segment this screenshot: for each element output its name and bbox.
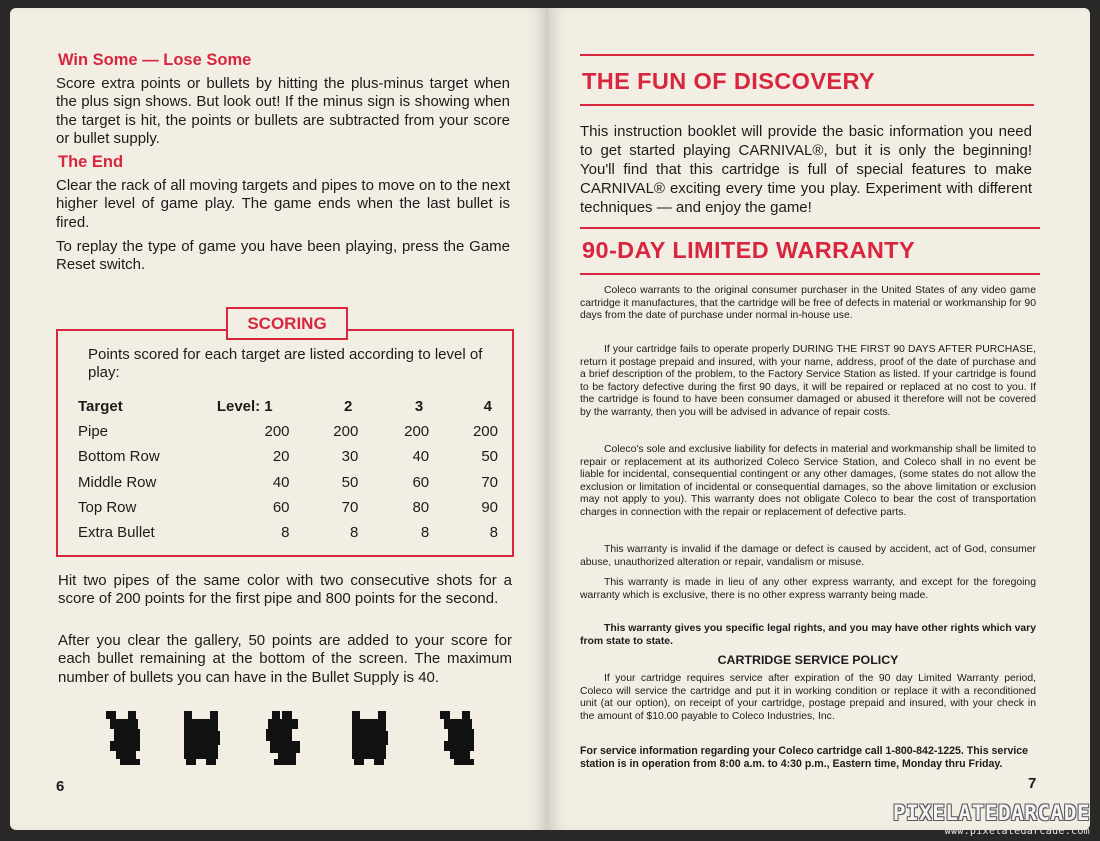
warranty-paragraph: This warranty is invalid if the damage or defect is caused by accident, act of God, consumer abuse, unauthorized alteration or repair, vandalism or misuse. xyxy=(580,544,1036,568)
table-row xyxy=(78,419,498,444)
scoring-label: SCORING xyxy=(226,307,348,340)
row-label: Bottom Row xyxy=(78,448,160,466)
table-row xyxy=(78,520,498,545)
score-cell: 70 xyxy=(341,498,359,516)
table-row xyxy=(78,444,498,469)
duck-sprite-icon-2 xyxy=(440,711,474,765)
warranty-paragraph: This warranty is made in lieu of any other express warranty, and except for the foregoing warranty which is exclusive, there is no other express warranty being made. xyxy=(580,577,1036,601)
page-number-right: 7 xyxy=(1028,775,1037,792)
warranty-rule xyxy=(580,273,1040,275)
scoring-intro: Points scored for each target are listed according to level of play: xyxy=(88,346,483,381)
score-cell: 60 xyxy=(412,473,430,491)
scoring-table xyxy=(78,394,498,545)
table-row xyxy=(78,470,498,495)
row-label: Top Row xyxy=(78,498,137,516)
score-cell: 30 xyxy=(341,448,359,466)
score-cell: 8 xyxy=(281,524,290,542)
score-cell: 8 xyxy=(420,524,430,542)
score-cell: 80 xyxy=(412,498,430,516)
gallery-text: After you clear the gallery, 50 points are added to your score for each bullet remaining at the bottom of the screen. The maximum number of bullets you can have in the Bullet Supply is 40. xyxy=(58,632,512,686)
the-end-text: Clear the rack of all moving targets and pipes to move on to the next higher level of game play. The game ends when the last bullet is fired. xyxy=(56,177,510,231)
level-1-header: 1 xyxy=(264,398,273,416)
warranty-paragraph: Coleco's sole and exclusive liability for defects in material and workmanship shall be limited to repair or replacement at its authorized Coleco Service Station, and Coleco shall in no event be liable for incidental, consequential contingent or any other damages, (some states do not allow the exclusion or limitation of incidental or consequential damages, so the above limitation or exclusion may not apply to you). This warranty does not obligate Coleco to bear the cost of transportation charges in connection with the repair or replacement of defective parts. xyxy=(580,444,1036,518)
discovery-text: This instruction booklet will provide the basic information you need to get started playing CARNIVAL®, but it is only the beginning! You'll find that this cartridge is full of special features to make CARNIVAL® exciting every time you play. Experiment with different techniques — and enjoy the game! xyxy=(580,123,1032,217)
watermark xyxy=(893,802,1090,837)
row-label: Middle Row xyxy=(78,473,157,491)
level-2-header: 2 xyxy=(343,398,353,416)
warranty-paragraph: Coleco warrants to the original consumer purchaser in the United States of any video game cartridge it manufactures, that the cartridge will be free of defects in material or workmanship for 90 days from the date of purchase under normal in-house use. xyxy=(580,285,1036,322)
score-cell: 70 xyxy=(481,473,498,491)
top-rule xyxy=(580,54,1034,56)
score-cell: 8 xyxy=(349,524,359,542)
score-cell: 200 xyxy=(472,423,498,441)
score-cell: 50 xyxy=(481,448,498,466)
policy-text: If your cartridge requires service after expiration of the 90 day Limited Warranty period, Coleco will service the cartridge and put it in working condition or replace it with a reconditioned unit (at our option), on receipt of your cartridge, postage prepaid and insured, with your check in the amount of $10.00 payable to Coleco Industries, Inc. xyxy=(580,673,1036,722)
service-info: For service information regarding your Coleco cartridge call 1-800-842-1225. This service station is in operation from 8:00 a.m. to 4:30 p.m., Eastern time, Monday thru Friday. xyxy=(580,745,1029,771)
score-cell: 200 xyxy=(404,423,430,441)
duck-sprite-icon xyxy=(106,711,140,765)
scoring-header-row xyxy=(78,394,498,419)
watermark-title: PIXELATEDARCADE xyxy=(892,801,1090,825)
score-cell: 40 xyxy=(272,473,290,491)
sprite-row xyxy=(106,711,486,767)
discovery-heading: THE FUN OF DISCOVERY xyxy=(582,68,876,94)
row-label: Pipe xyxy=(78,423,109,441)
page-number-left: 6 xyxy=(56,778,65,795)
the-end-heading: The End xyxy=(58,153,124,171)
pipes-text: Hit two pipes of the same color with two consecutive shots for a score of 200 points for the first pipe and 800 points for the second. xyxy=(58,572,512,608)
score-cell: 60 xyxy=(272,498,290,516)
table-row xyxy=(78,495,498,520)
level-3-header: 3 xyxy=(414,398,424,416)
score-cell: 8 xyxy=(489,524,498,542)
row-label: Extra Bullet xyxy=(78,524,155,542)
rabbit-sprite-icon xyxy=(266,711,300,765)
score-cell: 50 xyxy=(341,473,359,491)
win-some-text: Score extra points or bullets by hitting the plus-minus target when the plus sign shows. But look out! If the minus sign is showing when the target is hit, the points or bullets are subtracted from your score or bullet supply. xyxy=(56,75,510,148)
level-4-header: 4 xyxy=(483,398,492,416)
replay-text: To replay the type of game you have been playing, press the Game Reset switch. xyxy=(56,238,510,274)
score-cell: 200 xyxy=(333,423,359,441)
right-page xyxy=(548,8,1090,830)
warranty-heading: 90-DAY LIMITED WARRANTY xyxy=(582,237,916,263)
warranty-top-rule xyxy=(580,227,1040,229)
score-cell: 200 xyxy=(264,423,290,441)
owl-sprite-icon xyxy=(184,711,220,765)
score-cell: 90 xyxy=(481,498,498,516)
owl-sprite-icon-2 xyxy=(352,711,388,765)
score-cell: 20 xyxy=(272,448,290,466)
target-column-header: Target xyxy=(78,398,123,416)
left-page xyxy=(10,8,548,830)
warranty-paragraph: If your cartridge fails to operate properly DURING THE FIRST 90 DAYS AFTER PURCHASE, return it postage prepaid and insured, with your name, address, proof of the date of purchase and a brief description of the problem, to the Factory Service Station as listed. If your cartridge is found to be factory defective during the first 90 days, it will be repaired or replaced at no cost to you. If the cartridge is found to have been consumer damaged or abused it therefore will not be covered by the warranty, then you will be advised in advance of repair costs. xyxy=(580,344,1036,418)
win-some-heading: Win Some — Lose Some xyxy=(58,51,252,69)
discovery-rule xyxy=(580,104,1034,106)
policy-heading: CARTRIDGE SERVICE POLICY xyxy=(717,653,899,667)
watermark-url: www.pixelatedarcade.com xyxy=(944,826,1090,837)
score-cell: 40 xyxy=(412,448,430,466)
level-column-header: Level: xyxy=(216,398,261,416)
warranty-rights: This warranty gives you specific legal rights, and you may have other rights which vary from state to state. xyxy=(580,623,1036,647)
